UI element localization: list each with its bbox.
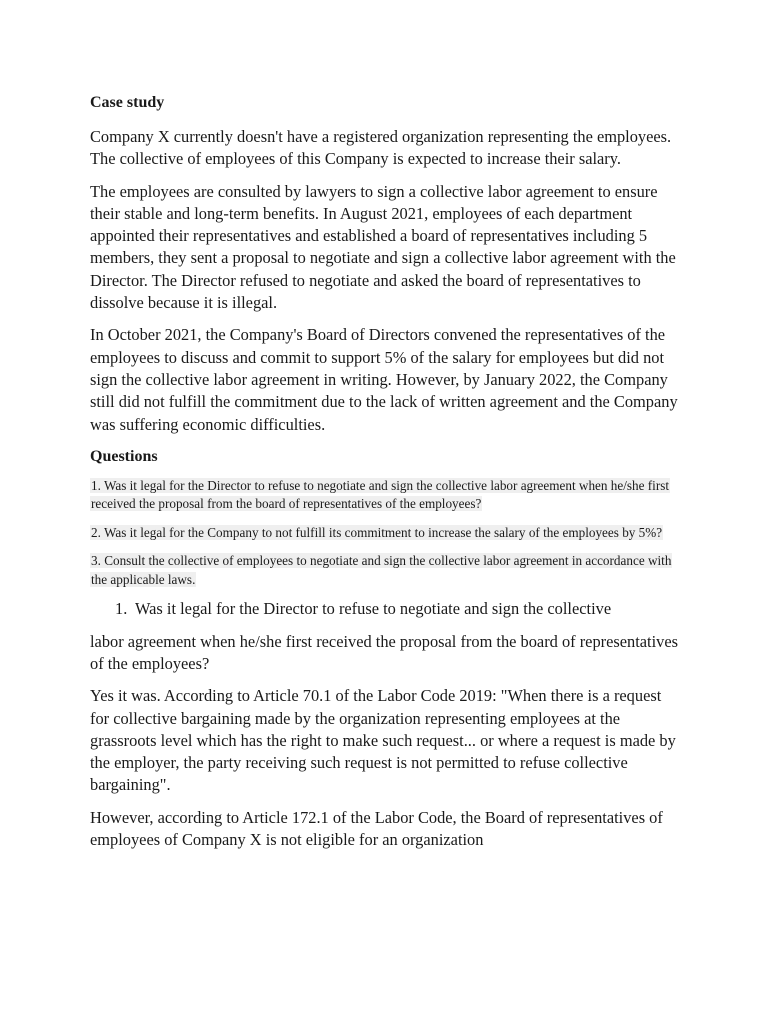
question-2-text: 2. Was it legal for the Company to not fulfill its commitment to increase the salary of the employees by 5%? [91,524,663,540]
question-1-text: 1. Was it legal for the Director to refuse to negotiate and sign the collective labor agreement when he/she first received the proposal from the board of representatives of the employees? [91,477,670,512]
answer-1-heading-continuation: labor agreement when he/she first received the proposal from the board of representatives of the employees? [90,631,679,673]
answer-1-heading-text: Was it legal for the Director to refuse to negotiate and sign the collective [135,599,612,619]
question-3-text: 3. Consult the collective of employees to negotiate and sign the collective labor agreement in accordance with the applicable laws. [91,553,672,587]
paragraph-october: In October 2021, the Company's Board of Directors convened the representatives of the employees to discuss and commit to support 5% of the salary for employees but did not sign the collective labor agreement in writing. However, by January 2022, the Company still did not fulfill the commitment due to the lack of written agreement and the Company was suffering economic difficulties. [90,325,678,434]
answer-1-number: 1. [115,599,128,619]
heading-questions: Questions [90,447,158,465]
paragraph-background: The employees are consulted by lawyers to sign a collective labor agreement to ensure their stable and long-term benefits. In August 2021, employees of each department appointed their representatives and established a board of representatives including 5 members, they sent a proposal to negotiate and sign a collective labor agreement with the Director. The Director refused to negotiate and asked the board of representatives to dissolve because it is illegal. [90,181,676,313]
paragraph-answer-1: Yes it was. According to Article 70.1 of the Labor Code 2019: "When there is a request for collective bargaining made by the organization representing employees at the grassroots level which has the right to make such request... or where a request is made by the employer, the party receiving such request is not permitted to refuse collective bargaining". [90,686,676,795]
paragraph-however: However, according to Article 172.1 of the Labor Code, the Board of representatives of employees of Company X is not eligible for an organization [90,807,663,850]
question-1 [90,477,680,514]
answer-1-heading [90,598,680,620]
heading-case-study: Case study [90,94,165,111]
document-page [90,92,680,851]
question-3 [90,552,680,589]
paragraph-intro: Company X currently doesn't have a registered organization representing the employees. The collective of employees of this Company is expected to increase their salary. [90,127,672,169]
question-2 [90,524,680,543]
